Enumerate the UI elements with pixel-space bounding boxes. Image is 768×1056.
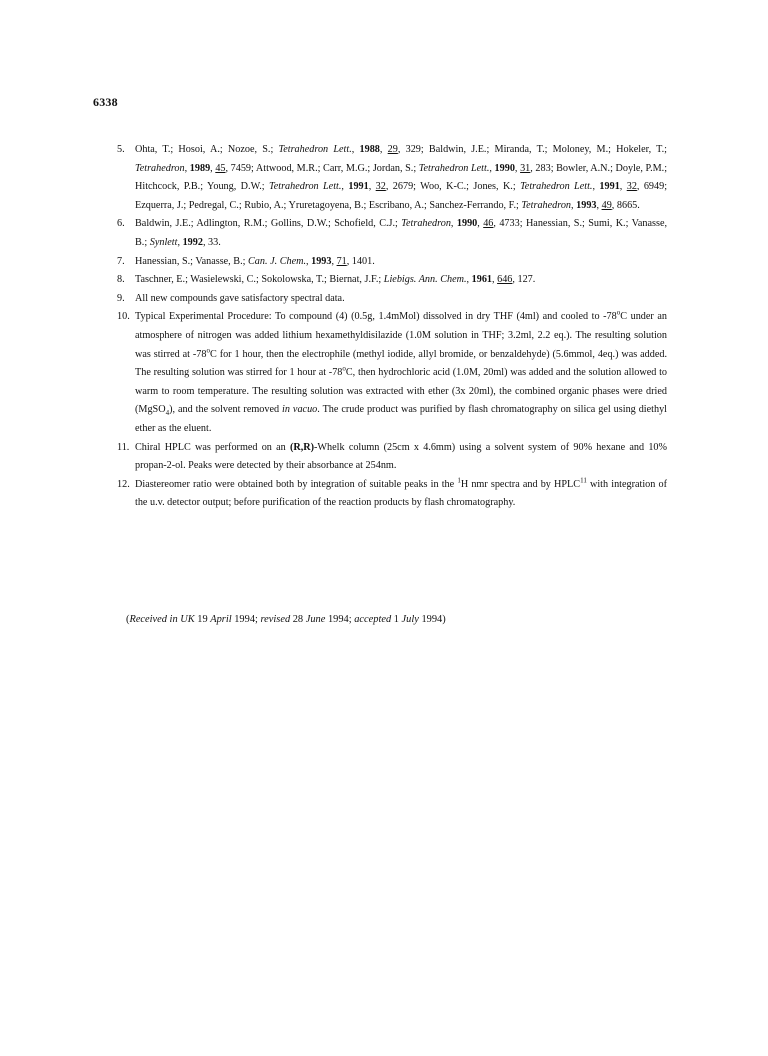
reference-number: 12. xyxy=(117,478,130,490)
page-number: 6338 xyxy=(93,95,118,109)
reference-list xyxy=(117,141,667,513)
reference-number: 7. xyxy=(117,255,125,267)
reference-item xyxy=(117,290,667,309)
reference-item xyxy=(117,141,667,215)
reference-number: 11. xyxy=(117,441,130,453)
reference-item xyxy=(117,271,667,290)
reference-item xyxy=(117,439,667,476)
reference-text: Baldwin, J.E.; Adlington, R.M.; Gollins, D.W.; Schofield, C.J.; Tetrahedron, 1990, 46, 4733; Hanessian, S.; Sumi, K.; Vanasse, B.; Synlett, 1992, 33. xyxy=(135,218,668,248)
reference-number: 9. xyxy=(117,292,125,304)
reference-text: Chiral HPLC was performed on an (R,R)-Whelk column (25cm x 4.6mm) using a solvent system of 90% hexane and 10% propan-2-ol. Peaks were detected by their absorbance at 254nm. xyxy=(135,441,667,472)
reference-number: 8. xyxy=(117,274,125,286)
reference-item xyxy=(117,476,667,513)
reference-text: All new compounds gave satisfactory spectral data. xyxy=(135,292,345,304)
reference-number: 5. xyxy=(117,144,125,155)
reference-text: Hanessian, S.; Vanasse, B.; Can. J. Chem., 1993, 71, 1401. xyxy=(135,255,375,267)
reference-number: 10. xyxy=(117,311,130,323)
reference-text: Taschner, E.; Wasielewski, C.; Sokolowska, T.; Biernat, J.F.; Liebigs. Ann. Chem., 1961, 646, 127. xyxy=(135,274,536,286)
reference-text: Diastereomer ratio were obtained both by integration of suitable peaks in the $^1$H nmr spectra and by HPLC$^{11}$ with integration of the u.v. detector output; before purification of the reaction products by flash chromatography. xyxy=(135,476,668,509)
reference-item xyxy=(117,308,667,438)
reference-item xyxy=(117,253,667,272)
reference-text: Typical Experimental Procedure: To compound (4) (0.5g, 1.4mMol) dissolved in dry THF (4ml) and cooled to -78$^o$C under an atmosphere of nitrogen was added lithium hexamethyldisilazide (1.0M solution in THF; 3.2ml, 2.2 eq.). The resulting solution was stirred at -78$^o$C for 1 hour, then the electrophile (methyl iodide, allyl bromide, or benzaldehyde) (5.6mmol, 4eq.) was added. The resulting solution was stirred for 1 hour at -78$^o$C, then hydrochloric acid (1.0M, 20ml) was added and the solution allowed to warm to room temperature. The resulting solution was extracted with ether (3x 20ml), the combined organic phases were dried (MgSO$_4$), and the solvent removed in vacuo. The crude product was purified by flash chromatography on silica gel using diethyl ether as the eluent. xyxy=(135,308,668,434)
received-dates: (Received in UK 19 April 1994; revised 28 June 1994; accepted 1 July 1994) xyxy=(126,614,446,625)
reference-text: Ohta, T.; Hosoi, A.; Nozoe, S.; Tetrahedron Lett., 1988, 29, 329; Baldwin, J.E.; Miranda, T.; Moloney, M.; Hokeler, T.; Tetrahedron, 1989, 45, 7459; Attwood, M.R.; Carr, M.G.; Jordan, S.; Tetrahedron Lett., 1990, 31, 283; Bowler, A.N.; Doyle, P.M.; Hitchcock, P.B.; Young, D.W.; Tetrahedron Lett., 1991, 32, 2679; Woo, K-C.; Jones, K.; Tetrahedron Lett., 1991, 32, 6949; Ezquerra, J.; Pedregal, C.; Rubio, A.; Yruretagoyena, B.; Escribano, A.; Sanchez-Ferrando, F.; Tetrahedron, 1993, 49, 8665. xyxy=(135,144,668,211)
reference-item xyxy=(117,215,667,252)
reference-number: 6. xyxy=(117,218,125,230)
